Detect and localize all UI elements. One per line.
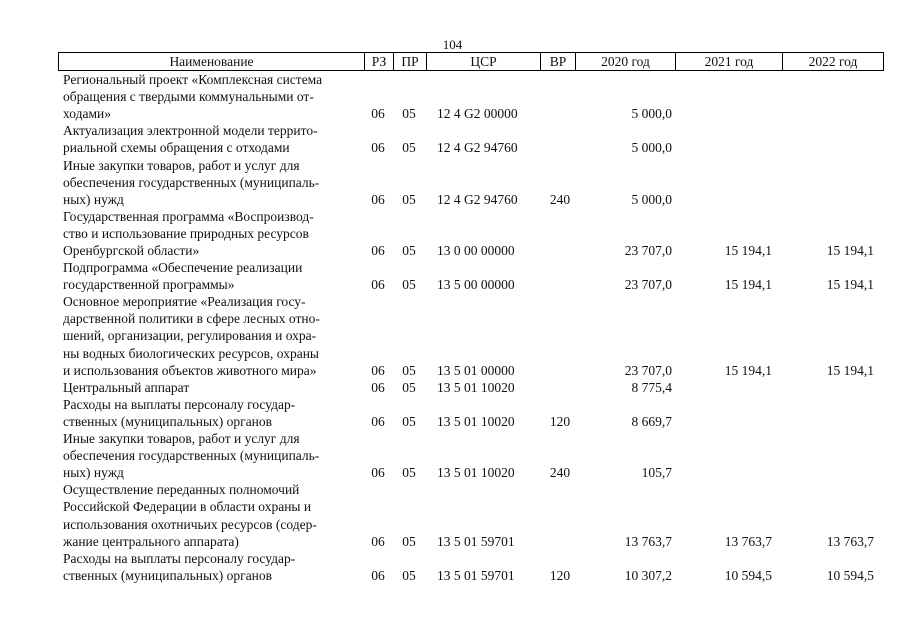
row-value-2020: 5 000,0: [631, 191, 672, 207]
row-value-2020: 105,7: [641, 465, 672, 481]
row-name: [63, 157, 353, 208]
row-pr: 05: [402, 277, 416, 293]
row-name-line: ных) нужд: [63, 465, 124, 481]
row-value-2020: 8 775,4: [631, 379, 672, 395]
row-name-line: риальной схемы обращения с отходами: [63, 140, 290, 156]
row-csr: 13 5 01 00000: [437, 362, 515, 378]
row-csr: 12 4 G2 94760: [437, 140, 518, 156]
row-pr: 05: [402, 140, 416, 156]
row-csr: 13 5 01 10020: [437, 465, 515, 481]
header-name: Наименование: [59, 53, 365, 70]
header-pr: ПР: [394, 53, 427, 70]
row-pr: 05: [402, 106, 416, 122]
row-name-line: Российской Федерации в области охраны и: [63, 499, 312, 515]
row-name-line: дарственной политики в сфере лесных отно-: [63, 311, 320, 327]
table-row: [0, 550, 905, 584]
row-value-2022: 13 763,7: [826, 533, 874, 549]
row-name-line: ны водных биологических ресурсов, охраны: [63, 345, 319, 361]
row-name: [63, 481, 353, 549]
row-csr: 12 4 G2 00000: [437, 106, 518, 122]
row-value-2020: 23 707,0: [624, 277, 672, 293]
row-name-line: жание центрального аппарата): [63, 533, 239, 549]
row-name-line: государственной программы»: [63, 277, 235, 293]
row-pr: 05: [402, 362, 416, 378]
row-value-2020: 5 000,0: [631, 140, 672, 156]
row-csr: 13 5 00 00000: [437, 277, 515, 293]
row-name-line: ственных (муниципальных) органов: [63, 567, 273, 583]
row-value-2020: 5 000,0: [631, 106, 672, 122]
row-name-line: Региональный проект «Комплексная система: [63, 72, 323, 87]
row-name-line: ство и использование природных ресурсов: [63, 225, 309, 241]
header-2022: 2022 год: [808, 54, 858, 69]
header-2020: 2020 год: [576, 53, 676, 70]
row-name-line: Осуществление переданных полномочий: [63, 482, 300, 498]
table-row: [0, 122, 905, 156]
row-value-2022: 10 594,5: [826, 567, 874, 583]
row-name-line: и использования объектов животного мира»: [63, 362, 317, 378]
row-value-2021: 15 194,1: [724, 277, 772, 293]
row-name-line: Основное мероприятие «Реализация госу-: [63, 294, 306, 310]
table-header: [58, 52, 884, 71]
row-pr: 05: [402, 567, 416, 583]
row-name-line: Центральный аппарат: [63, 379, 190, 395]
row-name-line: Расходы на выплаты персоналу государ-: [63, 550, 296, 566]
header-vr: ВР: [541, 53, 576, 70]
row-value-2021: 10 594,5: [724, 567, 772, 583]
row-vr: 120: [549, 567, 571, 583]
row-name-line: Иные закупки товаров, работ и услуг для: [63, 157, 300, 173]
row-rz: 06: [371, 362, 385, 378]
table-row: [0, 293, 905, 379]
row-vr: 240: [549, 465, 571, 481]
row-name-line: обеспечения государственных (муниципаль-: [63, 174, 320, 190]
page-number: 104: [442, 37, 463, 52]
row-name: [63, 379, 353, 396]
table-row: [0, 396, 905, 430]
row-value-2021: 13 763,7: [724, 533, 772, 549]
table-row: [0, 481, 905, 549]
table-row: [0, 379, 905, 396]
table-row: [0, 71, 905, 122]
header-csr: ЦСР: [427, 53, 541, 70]
row-value-2020: 10 307,2: [624, 567, 672, 583]
row-value-2022: 15 194,1: [826, 243, 874, 258]
table-row: [0, 157, 905, 208]
row-value-2021: 15 194,1: [724, 362, 772, 378]
row-csr: 13 5 01 59701: [437, 533, 515, 549]
row-name-line: Оренбургской области»: [63, 242, 200, 258]
row-rz: 06: [371, 465, 385, 481]
row-rz: 06: [371, 533, 385, 549]
row-csr: 12 4 G2 94760: [437, 191, 518, 207]
row-name-line: Иные закупки товаров, работ и услуг для: [63, 431, 300, 447]
row-rz: 06: [371, 413, 385, 429]
row-name: [63, 396, 353, 430]
row-name-line: ных) нужд: [63, 191, 124, 207]
row-vr: 240: [549, 191, 571, 207]
row-rz: 06: [371, 243, 385, 258]
row-csr: 13 5 01 10020: [437, 379, 515, 395]
row-pr: 05: [402, 413, 416, 429]
row-name: [63, 430, 353, 481]
row-rz: 06: [371, 379, 385, 395]
row-name-line: обеспечения государственных (муниципаль-: [63, 448, 320, 464]
row-csr: 13 5 01 59701: [437, 567, 515, 583]
row-name: [63, 259, 353, 293]
row-pr: 05: [402, 379, 416, 395]
row-value-2022: 15 194,1: [826, 362, 874, 378]
row-vr: 120: [549, 413, 571, 429]
row-value-2022: 15 194,1: [826, 277, 874, 293]
row-pr: 05: [402, 533, 416, 549]
row-name: [63, 293, 353, 378]
row-pr: 05: [402, 243, 416, 258]
table-row: [0, 208, 905, 259]
row-pr: 05: [402, 191, 416, 207]
row-value-2020: 23 707,0: [624, 362, 672, 378]
row-csr: 13 5 01 10020: [437, 413, 515, 429]
row-name-line: Подпрограмма «Обеспечение реализации: [63, 260, 303, 276]
row-rz: 06: [371, 191, 385, 207]
row-value-2020: 8 669,7: [631, 413, 672, 429]
row-name-line: шений, организации, регулирования и охра-: [63, 328, 317, 344]
header-2021: 2021 год: [676, 53, 783, 70]
row-name-line: Расходы на выплаты персоналу государ-: [63, 396, 296, 412]
row-name-line: Государственная программа «Воспроизвод-: [63, 208, 314, 224]
table-row: [0, 430, 905, 481]
row-value-2021: 15 194,1: [724, 243, 772, 258]
row-value-2020: 23 707,0: [624, 243, 672, 258]
row-name-line: ходами»: [63, 106, 111, 122]
table-row: [0, 259, 905, 293]
row-name: [63, 71, 353, 122]
row-rz: 06: [371, 277, 385, 293]
row-name: [63, 550, 353, 584]
row-name-line: ственных (муниципальных) органов: [63, 413, 273, 429]
header-rz: РЗ: [365, 53, 394, 70]
row-value-2020: 13 763,7: [624, 533, 672, 549]
row-name-line: использования охотничьих ресурсов (содер-: [63, 516, 317, 532]
row-csr: 13 0 00 00000: [437, 243, 515, 258]
row-rz: 06: [371, 106, 385, 122]
row-name-line: Актуализация электронной модели террито-: [63, 123, 318, 139]
row-rz: 06: [371, 140, 385, 156]
row-name-line: обращения с твердыми коммунальными от-: [63, 89, 314, 105]
row-name: [63, 208, 353, 259]
row-rz: 06: [371, 567, 385, 583]
row-name: [63, 122, 353, 156]
row-pr: 05: [402, 465, 416, 481]
